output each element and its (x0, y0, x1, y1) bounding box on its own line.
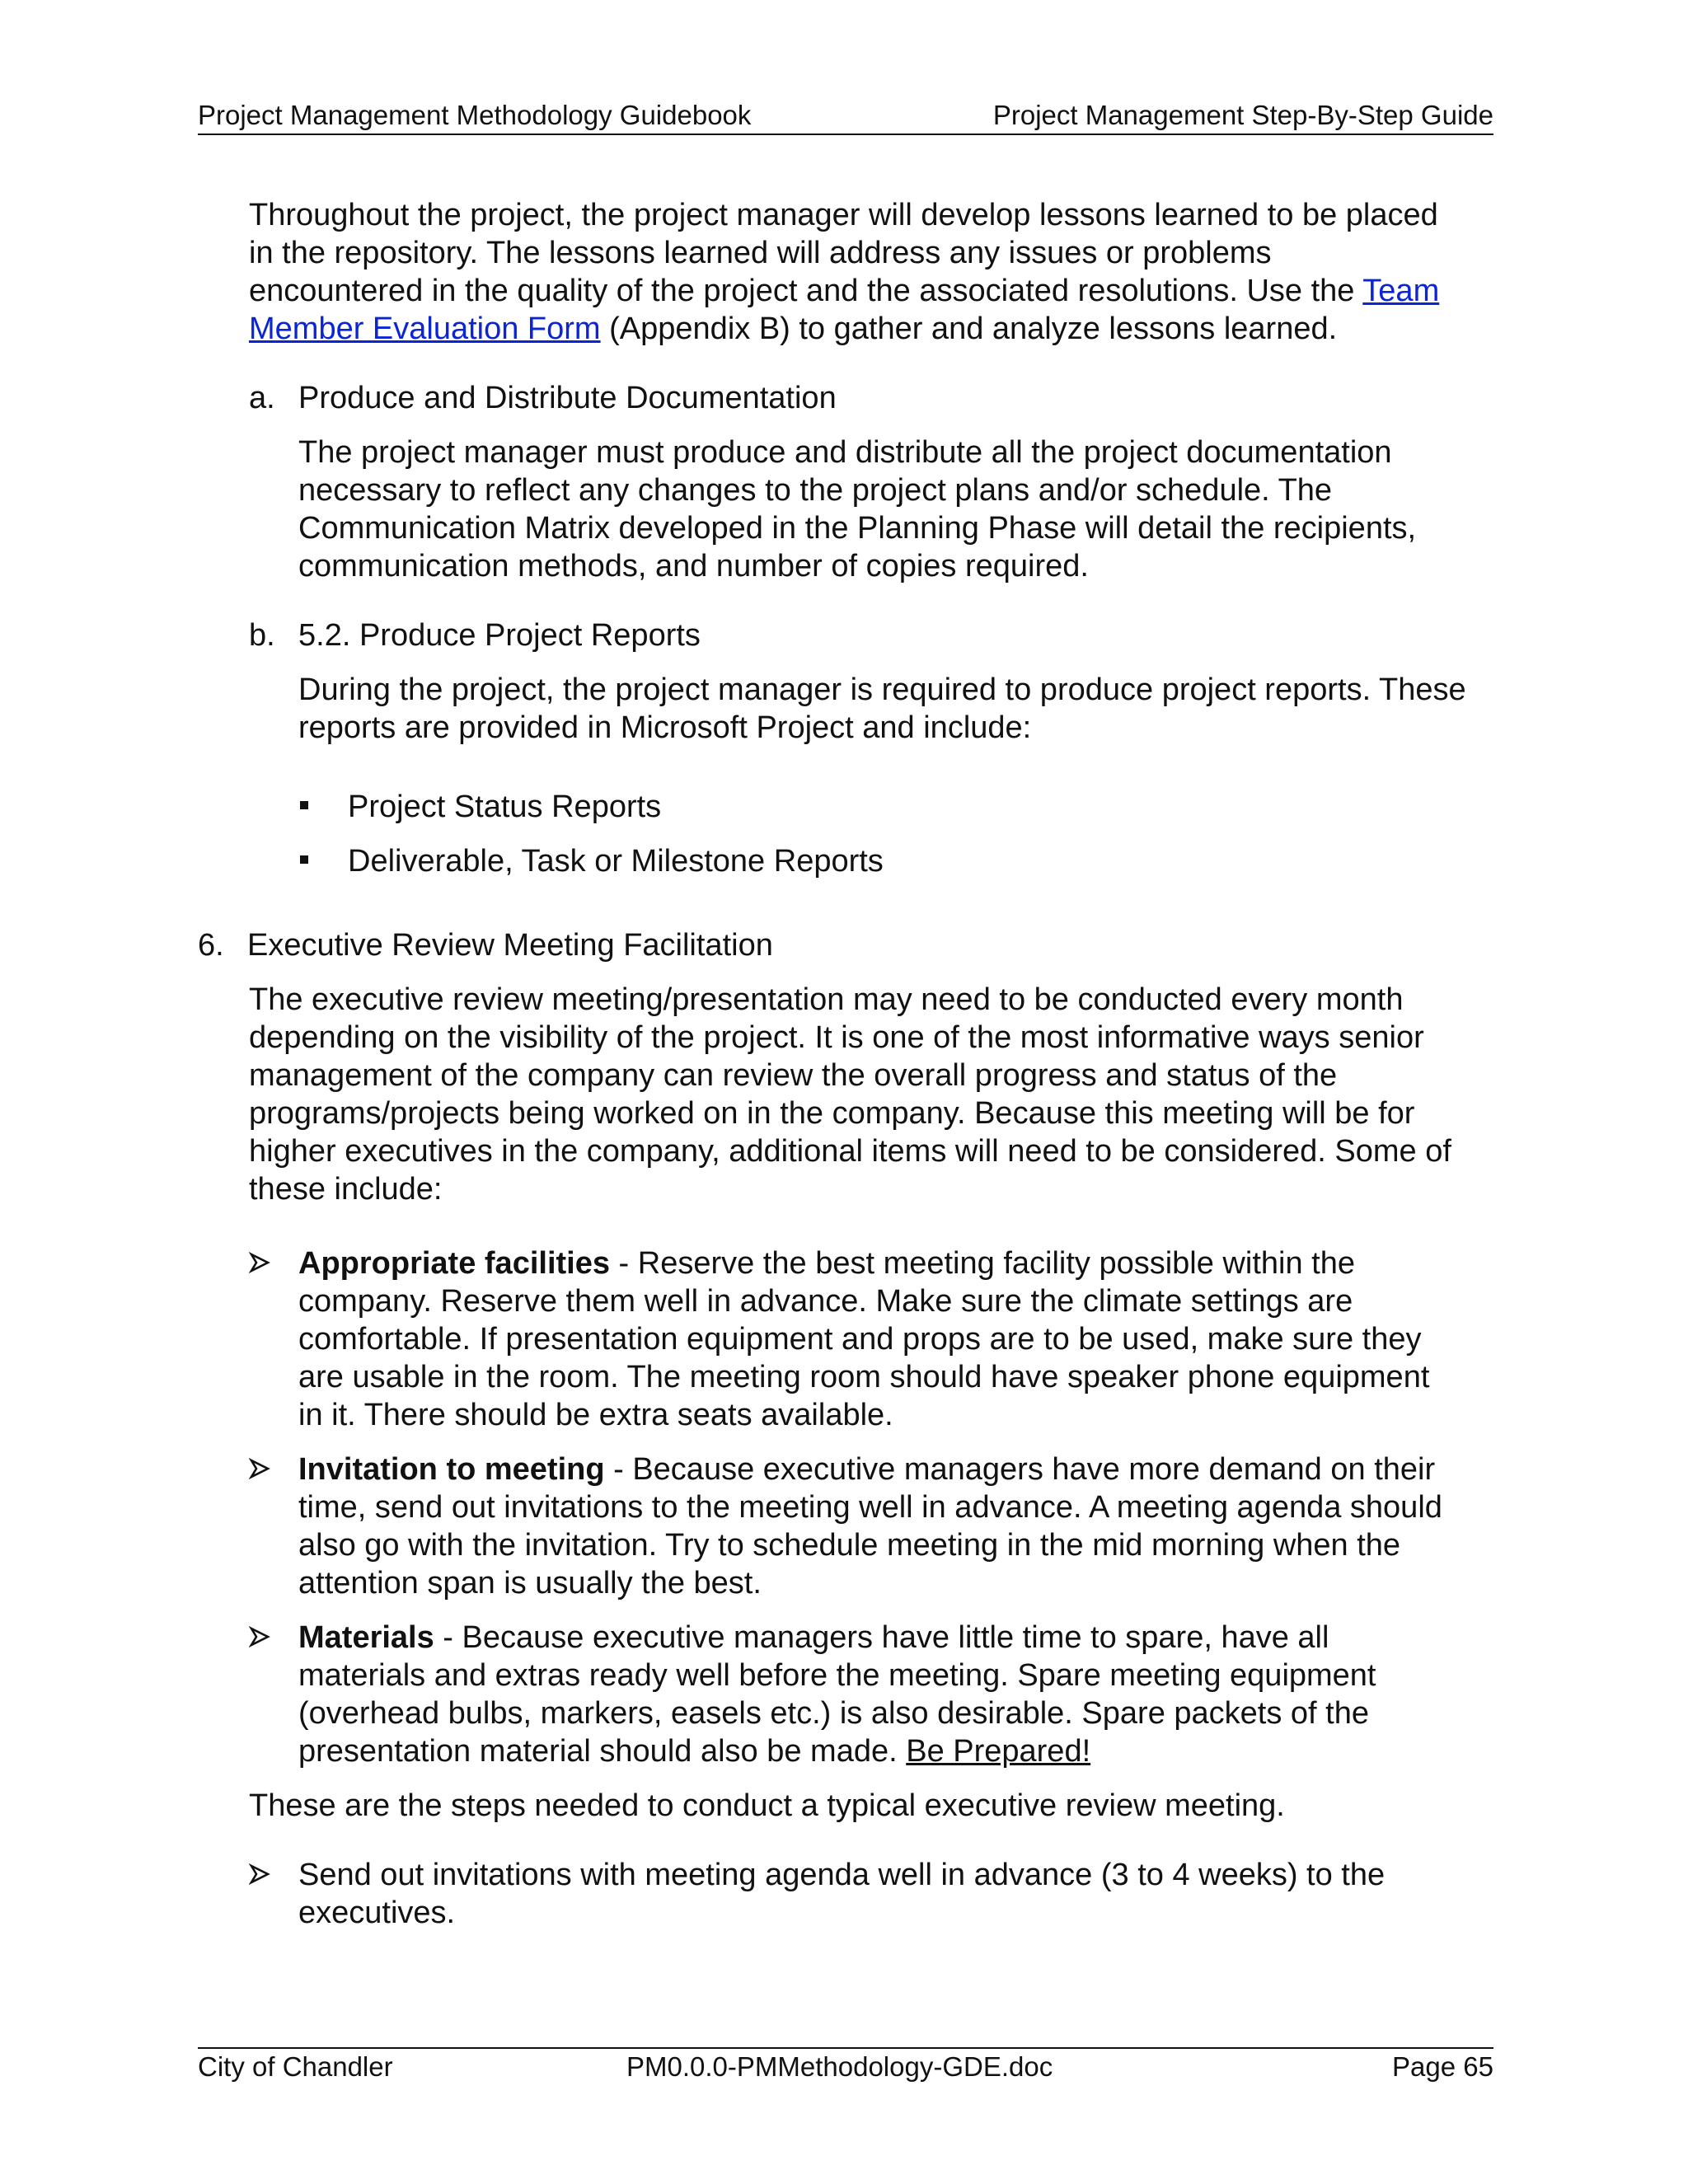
steps-list (249, 1856, 1517, 1932)
arrow-bullet-icon (249, 1451, 279, 1488)
header-right: Project Management Step-By-Step Guide (992, 100, 1493, 130)
section-a-body: The project manager must produce and distribute all the project documentation necessary to reflect any changes to the project plans and/or schedule. The Communication Matrix developed in the Planning Phase will detail the recipients, communication methods, and number of copies required. (298, 435, 1417, 583)
intro-paragraph: Throughout the project, the project manager will develop lessons learned to be placed in the repository. The lessons learned will address any issues or problems encountered in the quality of the project and the associated resolutions. Use the Team Member Evaluation Form (Appendix B) to gather and analyze lessons learned. (249, 198, 1440, 346)
list-item: Project Status Reports (298, 788, 1517, 826)
list-item: Deliverable, Task or Milestone Reports (298, 842, 1517, 880)
section-b-heading: b. 5.2. Produce Project Reports (249, 618, 701, 653)
square-bullet-icon (300, 855, 308, 864)
team-member-evaluation-link[interactable]: Team Member Evaluation Form (249, 274, 1440, 346)
be-prepared-emphasis: Be Prepared! (906, 1734, 1091, 1769)
list-item: Send out invitations with meeting agenda well in advance (3 to 4 weeks) to the executives. (249, 1856, 1452, 1932)
section-b-body: During the project, the project manager is required to produce project reports. These reports are provided in Microsoft Project and include: (298, 673, 1466, 745)
page-footer (198, 2047, 1493, 2083)
list-item: Appropriate facilities - Reserve the best meeting facility possible within the company. Reserve them well in advance. Make sure the climate settings are comfortable. If presentation equipment and props are to be used, make sure they are usable in the room. The meeting room should have speaker phone equipment in it. There should be extra seats available. (249, 1244, 1452, 1434)
section-6-heading: 6. Executive Review Meeting Facilitation (198, 928, 773, 963)
arrow-bullet-icon (249, 1619, 279, 1657)
footer-left: City of Chandler (198, 2051, 393, 2082)
list-item: Materials - Because executive managers have little time to spare, have all materials and extras ready well before the meeting. Spare meeting equipment (overhead bulbs, markers, easels etc.) is also desirable. Spare packets of the presentation material should also be made. Be Prepared! (249, 1619, 1452, 1770)
square-bullet-icon (300, 801, 308, 809)
section-6-body: The executive review meeting/presentation may need to be conducted every month depending on the visibility of the project. It is one of the most informative ways senior management of the company can review the overall progress and status of the programs/projects being worked on in the company. Because this meeting will be for higher executives in the company, additional items will need to be considered. Some of these include: (249, 982, 1451, 1207)
footer-center: PM0.0.0-PMMethodology-GDE.doc (626, 2051, 1053, 2082)
arrow-bullet-icon (249, 1856, 279, 1894)
steps-intro: These are the steps needed to conduct a typical executive review meeting. (249, 1788, 1285, 1823)
page-header (198, 99, 1493, 135)
header-left: Project Management Methodology Guidebook (198, 100, 752, 130)
section-a-heading: a. Produce and Distribute Documentation (249, 381, 837, 415)
report-bullet-list (298, 788, 1517, 880)
document-body (198, 196, 1517, 1932)
consideration-list (249, 1244, 1517, 1770)
list-item: Invitation to meeting - Because executive managers have more demand on their time, send out invitations to the meeting well in advance. A meeting agenda should also go with the invitation. Try to schedule meeting in the mid morning when the attention span is usually the best. (249, 1451, 1452, 1602)
arrow-bullet-icon (249, 1244, 279, 1282)
footer-right: Page 65 (1392, 2051, 1493, 2082)
